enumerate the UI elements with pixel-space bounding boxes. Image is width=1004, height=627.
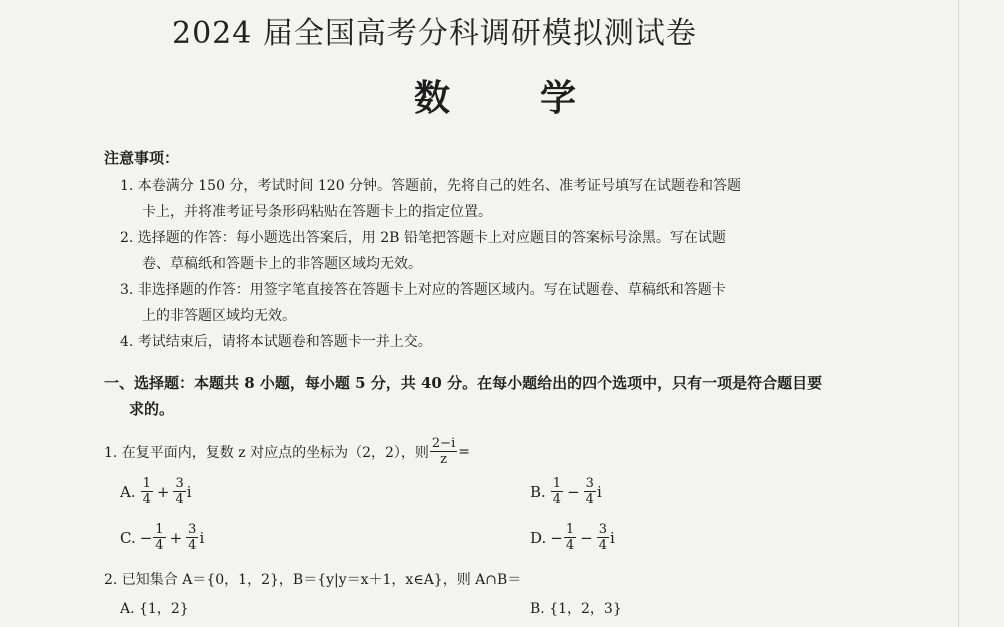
notice-line: 1. 本卷满分 150 分，考试时间 120 分钟。答题前，先将自己的姓名、准考证号填写在试题卷和答题 — [120, 178, 742, 194]
question-1-stem — [104, 436, 470, 467]
option-sign: − — [139, 528, 153, 547]
fraction-numerator: 3 — [175, 476, 184, 491]
notice-line: 卷、草稿纸和答题卡上的非答题区域均无效。 — [142, 256, 422, 272]
fraction-denominator: 4 — [565, 538, 575, 553]
fraction-denominator: 4 — [155, 538, 164, 553]
fraction-denominator: 4 — [188, 538, 197, 553]
fraction-denominator: 4 — [598, 538, 607, 553]
notice-line: 上的非答题区域均无效。 — [142, 308, 296, 324]
page-edge-divider — [958, 0, 959, 627]
imaginary-unit: i — [199, 528, 205, 547]
equals-sign: = — [458, 443, 470, 460]
fraction-numerator: 3 — [188, 522, 197, 537]
notice-item — [120, 277, 910, 329]
notice-item — [120, 329, 910, 355]
exam-title: 2024 届全国高考分科调研模拟测试卷 — [172, 16, 697, 51]
notice-line: 卡上，并将准考证号条形码粘贴在答题卡上的指定位置。 — [142, 204, 492, 220]
imaginary-unit: i — [186, 482, 192, 501]
question-2-option-b: B. {1，2，3} — [530, 601, 622, 617]
option-operator: − — [580, 528, 593, 547]
question-1-option-d — [530, 522, 615, 553]
option-operator: + — [156, 482, 170, 501]
fraction-numerator: 1 — [155, 522, 164, 537]
option-label: C. — [120, 528, 136, 547]
notice-list — [120, 173, 910, 355]
fraction-numerator: 1 — [565, 522, 575, 537]
fraction — [551, 476, 563, 507]
question-1-text: 1. 在复平面内，复数 z 对应点的坐标为（2，2），则 — [104, 444, 429, 461]
notice-item — [120, 173, 910, 225]
imaginary-unit: i — [596, 482, 602, 501]
notice-heading: 注意事项： — [104, 149, 180, 167]
question-2-stem: 2. 已知集合 A＝{0，1，2}，B＝{y|y＝x＋1，x∈A}，则 A∩B＝ — [104, 572, 522, 588]
section-heading-line: 求的。 — [129, 400, 175, 418]
notice-line: 3. 非选择题的作答：用签字笔直接答在答题卡上对应的答题区域内。写在试题卷、草稿纸和答题卡 — [120, 282, 726, 298]
fraction — [597, 522, 609, 553]
option-label: B. — [530, 482, 546, 501]
option-label: A. — [120, 482, 136, 501]
question-1-option-c — [120, 522, 204, 553]
fraction-denominator: z — [440, 452, 447, 467]
option-operator: − — [567, 482, 580, 501]
fraction — [153, 522, 165, 553]
fraction-numerator: 1 — [142, 476, 151, 491]
fraction-numerator: 1 — [552, 476, 562, 491]
question-1-option-b — [530, 476, 602, 507]
notice-item — [120, 225, 910, 277]
fraction — [564, 522, 576, 553]
option-operator: + — [169, 528, 183, 547]
fraction-numerator: 2−i — [431, 436, 456, 451]
question-2-option-a: A. {1，2} — [120, 601, 189, 617]
fraction-numerator: 3 — [598, 522, 607, 537]
option-sign: − — [550, 528, 563, 547]
notice-line: 2. 选择题的作答：每小题选出答案后，用 2B 铅笔把答题卡上对应题目的答案标号涂黑。写在试题 — [120, 230, 726, 246]
fraction-denominator: 4 — [552, 492, 562, 507]
fraction — [173, 476, 185, 507]
fraction-denominator: 4 — [175, 492, 184, 507]
option-label: D. — [530, 528, 547, 547]
fraction — [141, 476, 153, 507]
fraction-denominator: 4 — [585, 492, 594, 507]
question-1-option-a — [120, 476, 192, 507]
subject-title: 数学 — [414, 77, 667, 119]
fraction-denominator: 4 — [142, 492, 151, 507]
notice-line: 4. 考试结束后，请将本试题卷和答题卡一并上交。 — [120, 334, 432, 350]
section-heading — [104, 370, 904, 422]
fraction — [584, 476, 596, 507]
imaginary-unit: i — [609, 528, 615, 547]
section-heading-line: 一、选择题：本题共 8 小题，每小题 5 分，共 40 分。在每小题给出的四个选项中，只有一项是符合题目要 — [104, 374, 823, 392]
fraction — [186, 522, 198, 553]
fraction — [430, 436, 457, 467]
fraction-numerator: 3 — [585, 476, 594, 491]
